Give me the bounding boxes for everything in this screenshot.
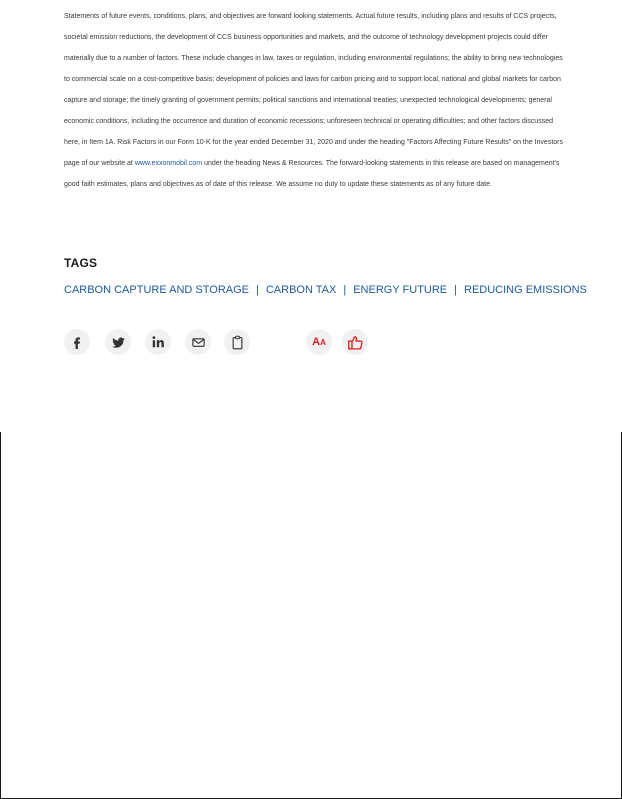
- tag-reducing-emissions[interactable]: REDUCING EMISSIONS: [464, 284, 587, 296]
- share-linkedin-button[interactable]: [145, 329, 171, 355]
- share-facebook-button[interactable]: [64, 329, 90, 355]
- clipboard-icon: [230, 335, 245, 350]
- share-twitter-button[interactable]: [105, 329, 131, 355]
- twitter-icon: [111, 335, 126, 350]
- forward-looking-disclaimer: [64, 6, 564, 195]
- tags-heading: TAGS: [64, 256, 98, 270]
- facebook-icon: [70, 335, 84, 349]
- font-size-button[interactable]: [306, 329, 332, 355]
- disclaimer-text-before: Statements of future events, conditions, plans, and objectives are forward looking statements. Actual future results, including plans and results of CCS projects, societal emission reductions, the development of CCS business opportunities and markets, and the outcome of technology development projects could differ materially due to a number of factors. These include changes in law, taxes or regulation, including environmental regulations; the ability to bring new technologies to commercial scale on a cost-competitive basis; development of policies and laws for carbon pricing and to support local, national and global markets for carbon capture and storage; the timely granting of government permits; political sanctions and international treaties; unexpected technological developments; general economic conditions, including the occurrence and duration of economic recessions; unforeseen technical or operating difficulties; and other factors discussed here, in Item 1A. Risk Factors in our Form 10-K for the year ended December 31, 2020 and under the heading "Factors Affecting Future Results" on the Investors page of our website at: [64, 13, 563, 167]
- share-email-button[interactable]: [185, 329, 211, 355]
- disclaimer-text-after: under the heading News & Resources. The forward-looking statements in this release are based on management's good faith estimates, plans and objectives as of date of this release. We assume no duty to update these statements as of any future date.: [64, 160, 560, 188]
- thumbs-up-icon: [347, 334, 364, 351]
- tag-carbon-capture-and-storage[interactable]: CARBON CAPTURE AND STORAGE: [64, 284, 249, 296]
- font-size-small-a: A: [320, 337, 326, 347]
- tag-carbon-tax[interactable]: CARBON TAX: [265, 284, 337, 296]
- exxonmobil-website-link[interactable]: www.exxonmobil.com: [134, 160, 203, 167]
- envelope-icon: [191, 335, 206, 350]
- tags-list: [64, 284, 587, 296]
- font-size-icon: [312, 337, 326, 348]
- tag-separator: |: [343, 284, 347, 296]
- linkedin-icon: [151, 335, 165, 349]
- tag-energy-future[interactable]: ENERGY FUTURE: [353, 284, 448, 296]
- tag-separator: |: [454, 284, 457, 296]
- copy-link-button[interactable]: [224, 329, 250, 355]
- like-button[interactable]: [342, 329, 368, 355]
- tag-separator: |: [256, 284, 259, 296]
- empty-content-frame: [0, 432, 622, 799]
- font-size-large-a: A: [312, 335, 321, 348]
